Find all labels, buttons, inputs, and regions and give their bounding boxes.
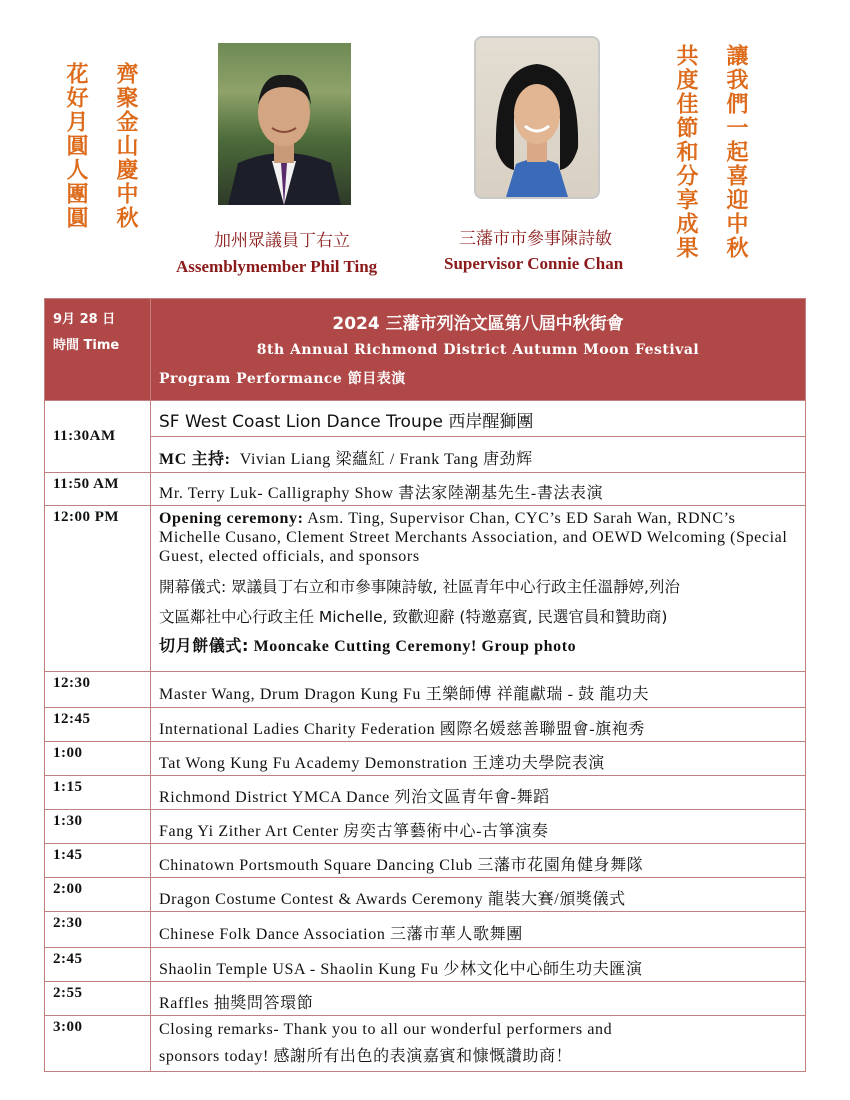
caption-chan-cn: 三藩市市參事陳詩敏 [459, 229, 612, 249]
schedule-row [45, 982, 806, 1016]
row-activity: International Ladies Charity Federation 國際名媛慈善聯盟會-旗袍秀 [151, 708, 806, 742]
row-activity [151, 437, 806, 473]
mc-label: MC 主持: [159, 451, 231, 468]
caption-ting-en: Assemblymember Phil Ting [176, 257, 378, 276]
schedule-row [45, 844, 806, 878]
header-time-label: 時間 Time [53, 338, 120, 353]
schedule-row [45, 506, 806, 672]
schedule-row [45, 810, 806, 844]
program-label: Program Performance 節目表演 [159, 371, 406, 387]
row-time: 11:50 AM [45, 473, 151, 506]
row-time: 1:45 [45, 844, 151, 878]
schedule-row [45, 776, 806, 810]
caption-chan-en: Supervisor Connie Chan [444, 254, 624, 273]
festival-subtitle: 8th Annual Richmond District Autumn Moon Festival [256, 342, 700, 358]
schedule-row [45, 1016, 806, 1072]
schedule-row [45, 401, 806, 437]
row-time: 2:30 [45, 912, 151, 948]
row-activity: Chinatown Portsmouth Square Dancing Club 三藩市花園角健身舞隊 [151, 844, 806, 878]
opening-text: Asm. Ting, Supervisor Chan, CYC’s ED Sarah Wan, RDNC’s Michelle Cusano, Clement Street Merchants Association, and OEWD Welcoming (Special Guest, elected officials, and sponsors [159, 510, 788, 565]
festival-title: 2024 三藩市列治文區第八屆中秋街會 [332, 314, 624, 334]
header-date: 9月 28 日 [53, 312, 116, 327]
schedule-row [45, 708, 806, 742]
photo-phil-ting [218, 43, 351, 205]
row-time: 1:30 [45, 810, 151, 844]
opening-cn-2: 文區鄰社中心行政主任 Michelle, 致歡迎辭 (特邀嘉賓, 民選官員和贊助商) [159, 608, 668, 626]
row-activity: Shaolin Temple USA - Shaolin Kung Fu 少林文化中心師生功夫匯演 [151, 948, 806, 982]
portrait-chan-illustration [476, 38, 598, 197]
header-title-cell [151, 299, 806, 401]
row-activity: Fang Yi Zither Art Center 房奕古箏藝術中心-古箏演奏 [151, 810, 806, 844]
row-time: 1:15 [45, 776, 151, 810]
caption-ting-cn: 加州眾議員丁右立 [214, 231, 350, 251]
slogan-col-2: 齊聚金山慶中秋 [113, 62, 138, 230]
row-time: 2:45 [45, 948, 151, 982]
mooncake-label-en: Mooncake Cutting Ceremony! Group photo [253, 638, 577, 655]
row-activity: Richmond District YMCA Dance 列治文區青年會-舞蹈 [151, 776, 806, 810]
row-activity: Chinese Folk Dance Association 三藩市華人歌舞團 [151, 912, 806, 948]
row-activity: Tat Wong Kung Fu Academy Demonstration 王達功夫學院表演 [151, 742, 806, 776]
schedule-row [45, 437, 806, 473]
row-time: 12:45 [45, 708, 151, 742]
row-activity: Master Wang, Drum Dragon Kung Fu 王樂師傅 祥龍獻瑞 - 鼓 龍功夫 [151, 672, 806, 708]
portrait-ting-illustration [218, 43, 351, 205]
opening-ceremony-en [159, 509, 799, 566]
row-activity: Dragon Costume Contest & Awards Ceremony 龍裝大賽/頒獎儀式 [151, 878, 806, 912]
row-time: 11:30AM [45, 401, 151, 473]
row-time: 1:00 [45, 742, 151, 776]
schedule-row [45, 948, 806, 982]
closing-line-2: sponsors today! 感謝所有出色的表演嘉賓和慷慨讚助商！ [159, 1048, 573, 1065]
schedule-row [45, 672, 806, 708]
slogan-col-1: 花好月圓人團圓 [63, 62, 88, 230]
row-activity: Raffles 抽獎問答環節 [151, 982, 806, 1016]
mooncake-label-cn: 切月餅儀式: [159, 636, 249, 655]
row-activity [151, 1016, 806, 1072]
lion-dance-text: SF West Coast Lion Dance Troupe 西岸醒獅團 [159, 412, 534, 432]
row-activity: Mr. Terry Luk- Calligraphy Show 書法家陸潮基先生-書法表演 [151, 473, 806, 506]
closing-line-1: Closing remarks- Thank you to all our wonderful performers and [159, 1021, 613, 1038]
schedule-row [45, 473, 806, 506]
row-time: 2:00 [45, 878, 151, 912]
photo-connie-chan [474, 36, 600, 199]
schedule-row [45, 742, 806, 776]
row-time: 12:00 PM [45, 506, 151, 672]
row-time: 3:00 [45, 1016, 151, 1072]
row-activity [151, 401, 806, 437]
slogan-col-4: 讓我們一起喜迎中秋 [723, 44, 748, 260]
header-time-cell [45, 299, 151, 401]
mc-names: Vivian Liang 梁蘊紅 / Frank Tang 唐劲辉 [239, 451, 533, 468]
opening-cn-1: 開幕儀式: 眾議員丁右立和市參事陳詩敏, 社區青年中心行政主任溫靜婷,列治 [159, 578, 680, 596]
schedule-table [44, 298, 806, 1072]
row-activity [151, 506, 806, 672]
row-time: 2:55 [45, 982, 151, 1016]
row-time: 12:30 [45, 672, 151, 708]
opening-label: Opening ceremony: [159, 510, 304, 527]
schedule-header-row [45, 299, 806, 401]
slogan-col-3: 共度佳節和分享成果 [673, 44, 698, 260]
schedule-row [45, 878, 806, 912]
mooncake-line [159, 636, 799, 656]
schedule-row [45, 912, 806, 948]
